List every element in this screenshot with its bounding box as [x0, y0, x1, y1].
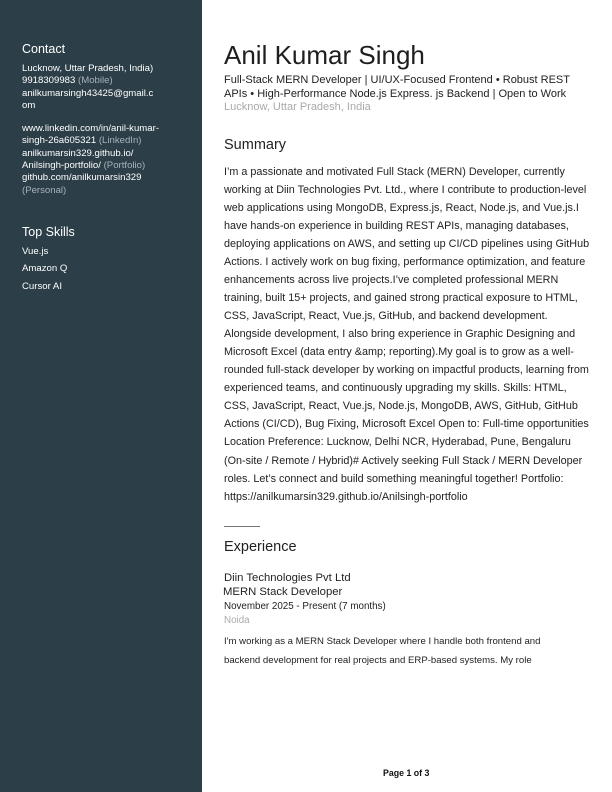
linkedin-line-1: www.linkedin.com/in/anil-kumar- — [22, 123, 160, 135]
phone-number: 9918309983 — [22, 75, 76, 87]
portfolio-label: (Portfolio) — [103, 160, 146, 172]
job-description-line: I'm working as a MERN Stack Developer where I handle both frontend and — [224, 635, 541, 647]
sidebar-content — [22, 41, 184, 298]
job-dates: November 2025 - Present (7 months) — [224, 600, 386, 612]
skill-item: Vue.js — [22, 245, 49, 257]
portfolio-line-2: Anilsingh-portfolio/ — [22, 160, 101, 172]
summary-text: I’m a passionate and motivated Full Stack (MERN) Developer, currently working at Diin Technologies Pvt. Ltd., where I contribute to production-level web applications using MongoDB, Express.js, React, Node.js, and Vue.js.I have hands-on experience in building REST APIs, managing databases, deploying applications on AWS, and setting up CI/CD pipelines using GitHub Actions. I actively work on bug fixing, performance optimization, and feature enhancements across live projects.I’ve completed professional MERN training, built 15+ projects, and gained strong practical exposure to HTML, CSS, JavaScript, React, Vue.js, GitHub, and backend development. Alongside development, I also bring experience in Graphic Designing and Microsoft Excel (data entry &amp; reporting).My goal is to grow as a well-rounded full-stack developer by working on impactful products, learning from experienced teams, and continuously upgrading my skills. Skills: HTML, CSS, JavaScript, React, Vue.js, Node.js, MongoDB, AWS, GitHub, GitHub Actions (CI/CD), Bug Fixing, Microsoft Excel Open to: Full-time opportunities Location Preference: Lucknow, Delhi NCR, Hyderabad, Pune, Bengaluru (On-site / Remote / Hybrid)# Actively seeking Full Stack / MERN Developer roles. Let’s connect and build something meaningful together! Portfolio: https://anilkumarsin329.github.io/Anilsingh-portfolio — [224, 165, 590, 503]
portfolio-line-1: anilkumarsin329.github.io/ — [22, 147, 134, 159]
main-content — [224, 40, 592, 670]
company-name: Diin Technologies Pvt Ltd — [224, 571, 351, 584]
personal-url: github.com/anilkumarsin329 — [22, 172, 142, 184]
skill-item: Cursor AI — [22, 280, 62, 292]
personal-link[interactable] — [22, 172, 184, 197]
profile-headline: Full-Stack MERN Developer | UI/UX-Focused Frontend • Robust REST APIs • High-Performance Node.js Express. js Backend | Open to Work — [224, 74, 570, 100]
section-divider — [224, 526, 260, 527]
contact-email[interactable] — [22, 88, 184, 113]
phone-label: (Mobile) — [78, 75, 113, 87]
portfolio-link[interactable] — [22, 148, 184, 173]
job-description-line: backend development for real projects and ERP-based systems. My role — [224, 654, 532, 666]
linkedin-label: (LinkedIn) — [98, 135, 142, 147]
job-title: MERN Stack Developer — [223, 585, 343, 598]
summary-heading: Summary — [224, 136, 287, 153]
skill-item: Amazon Q — [22, 263, 68, 275]
contact-phone — [22, 75, 184, 87]
personal-label: (Personal) — [22, 184, 67, 196]
contact-location: Lucknow, Uttar Pradesh, India) — [22, 63, 154, 74]
email-line-2: om — [22, 99, 36, 111]
profile-name: Anil Kumar Singh — [224, 40, 425, 70]
job-location: Noida — [224, 614, 250, 626]
page-number: Page 1 of 3 — [383, 768, 430, 778]
sidebar — [0, 0, 202, 792]
profile-location: Lucknow, Uttar Pradesh, India — [224, 101, 371, 114]
experience-heading: Experience — [224, 538, 297, 555]
email-line-1: anilkumarsingh43425@gmail.c — [22, 87, 154, 99]
job-description — [224, 632, 592, 670]
linkedin-line-2: singh-26a605321 — [22, 135, 97, 147]
contact-heading: Contact — [22, 42, 66, 56]
linkedin-link[interactable] — [22, 123, 184, 148]
top-skills-heading: Top Skills — [22, 224, 75, 239]
